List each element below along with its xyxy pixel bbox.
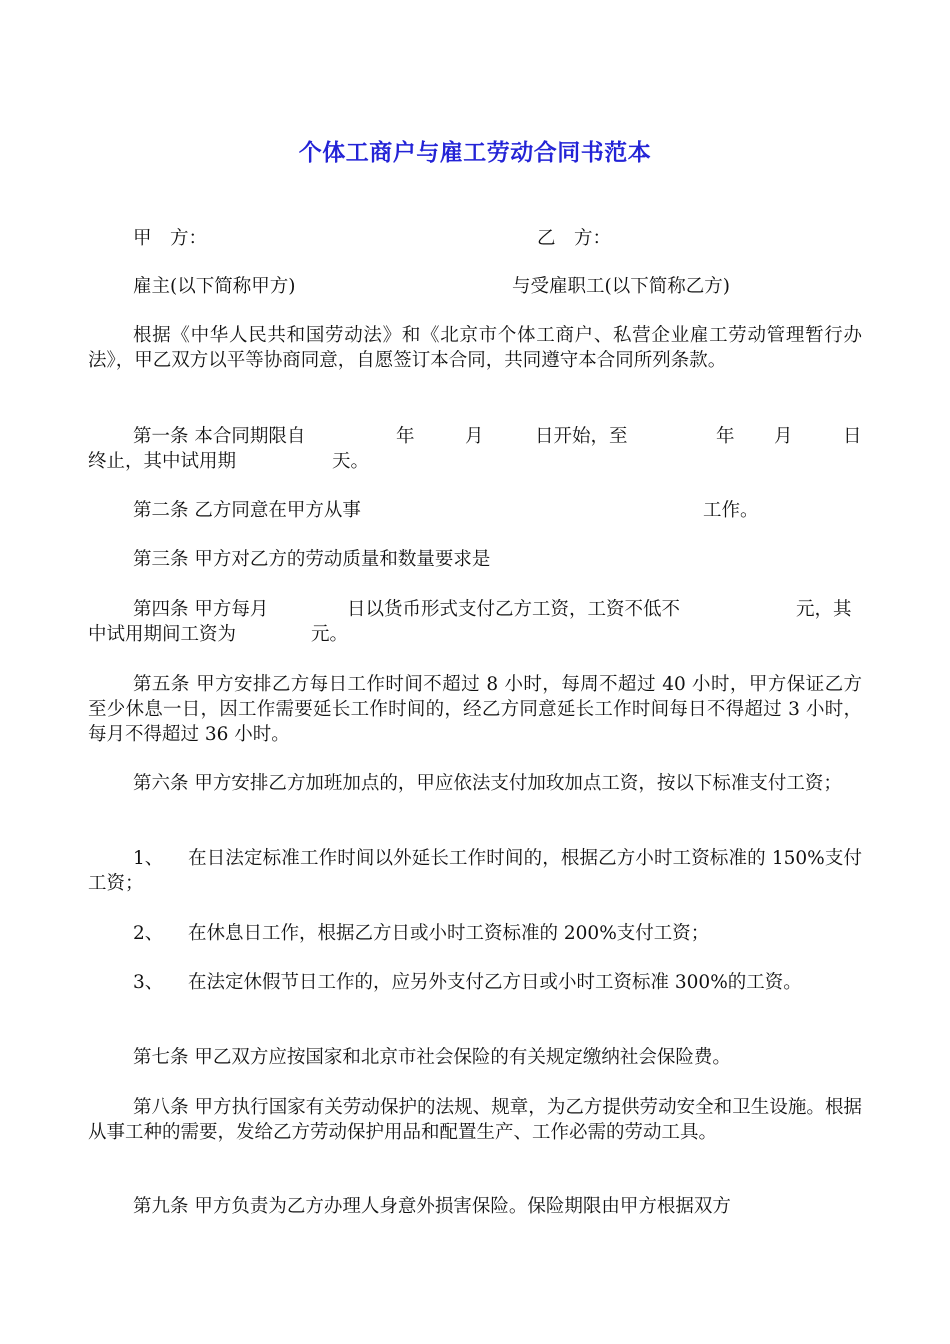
party-b-label: 乙 方： xyxy=(537,228,612,249)
article-4-yuan: 元，其 xyxy=(796,599,852,620)
party-b-desc: 与受雇职工(以下简称乙方) xyxy=(512,276,730,297)
article-1-year-2: 年 xyxy=(716,426,735,447)
list-item-number: 1、 xyxy=(133,848,164,869)
article-1-day-2: 日 xyxy=(843,426,862,447)
article-3-text: 第三条 甲方对乙方的劳动质量和数量要求是 xyxy=(133,549,491,570)
preamble-paragraph: 根据《中华人民共和国劳动法》和《北京市个体工商户、私营企业雇工劳动管理暂行办法》，甲乙双方以平等协商同意，自愿签订本合同，共同遵守本合同所列条款。 xyxy=(88,325,862,371)
list-item xyxy=(88,846,862,896)
list-item-text: 在休息日工作，根据乙方日或小时工资标准的 200%支付工资； xyxy=(188,923,710,944)
list-item-text: 在日法定标准工作时间以外延长工作时间的，根据乙方小时工资标准的 150%支付工资； xyxy=(88,848,862,894)
article-4-line-1 xyxy=(0,597,950,622)
party-a-desc: 雇主(以下简称甲方) xyxy=(133,276,296,297)
document-title: 个体工商户与雇工劳动合同书范本 xyxy=(298,140,652,166)
article-1-text: 第一条 本合同期限自 xyxy=(133,426,306,447)
article-4-text: 第四条 甲方每月 xyxy=(133,599,269,620)
article-1-line-1 xyxy=(0,424,950,449)
list-item xyxy=(88,970,862,995)
article-2 xyxy=(0,498,950,523)
list-item-number: 2、 xyxy=(133,923,164,944)
article-2-text: 第二条 乙方同意在甲方从事 xyxy=(133,500,361,521)
article-7-paragraph: 第七条 甲乙双方应按国家和北京市社会保险的有关规定缴纳社会保险费。 xyxy=(133,1047,731,1068)
article-8-paragraph: 第八条 甲方执行国家有关劳动保护的法规、规章，为乙方提供劳动安全和卫生设施。根据从事工种的需要，发给乙方劳动保护用品和配置生产、工作必需的劳动工具。 xyxy=(88,1097,862,1143)
article-5-paragraph: 第五条 甲方安排乙方每日工作时间不超过 8 小时，每周不超过 40 小时，甲方保证乙方至少休息一日，因工作需要延长工作时间的，经乙方同意延长工作时间每日不得超过 3 小时，每月不得超过 36 小时。 xyxy=(88,674,862,745)
article-3 xyxy=(0,547,950,572)
article-4-trial-yuan: 元。 xyxy=(311,624,349,645)
article-1-year: 年 xyxy=(396,426,415,447)
parties-row xyxy=(0,226,950,251)
list-item-number: 3、 xyxy=(133,972,164,993)
article-4-line-2 xyxy=(0,622,950,647)
article-1-month-2: 月 xyxy=(774,426,793,447)
article-1-month: 月 xyxy=(465,426,484,447)
article-1-trial-unit: 天。 xyxy=(332,451,370,472)
list-item-text: 在法定休假节日工作的，应另外支付乙方日或小时工资标准 300%的工资。 xyxy=(188,972,802,993)
article-6-paragraph: 第六条 甲方安排乙方加班加点的，甲应依法支付加玫加点工资，按以下标准支付工资； xyxy=(133,773,842,794)
article-4-trial-pay: 中试用期间工资为 xyxy=(88,624,237,645)
parties-desc-row xyxy=(0,274,950,299)
article-2-end: 工作。 xyxy=(703,500,759,521)
article-1-line-2 xyxy=(0,449,950,474)
party-a-label: 甲 方： xyxy=(133,228,208,249)
article-9-paragraph: 第九条 甲方负责为乙方办理人身意外损害保险。保险期限由甲方根据双方 xyxy=(133,1196,731,1217)
article-1-day-start: 日开始，至 xyxy=(535,426,628,447)
list-item xyxy=(88,921,862,946)
article-1-trial-text: 终止，其中试用期 xyxy=(88,451,237,472)
article-4-pay-text: 日以货币形式支付乙方工资，工资不低不 xyxy=(347,599,681,620)
